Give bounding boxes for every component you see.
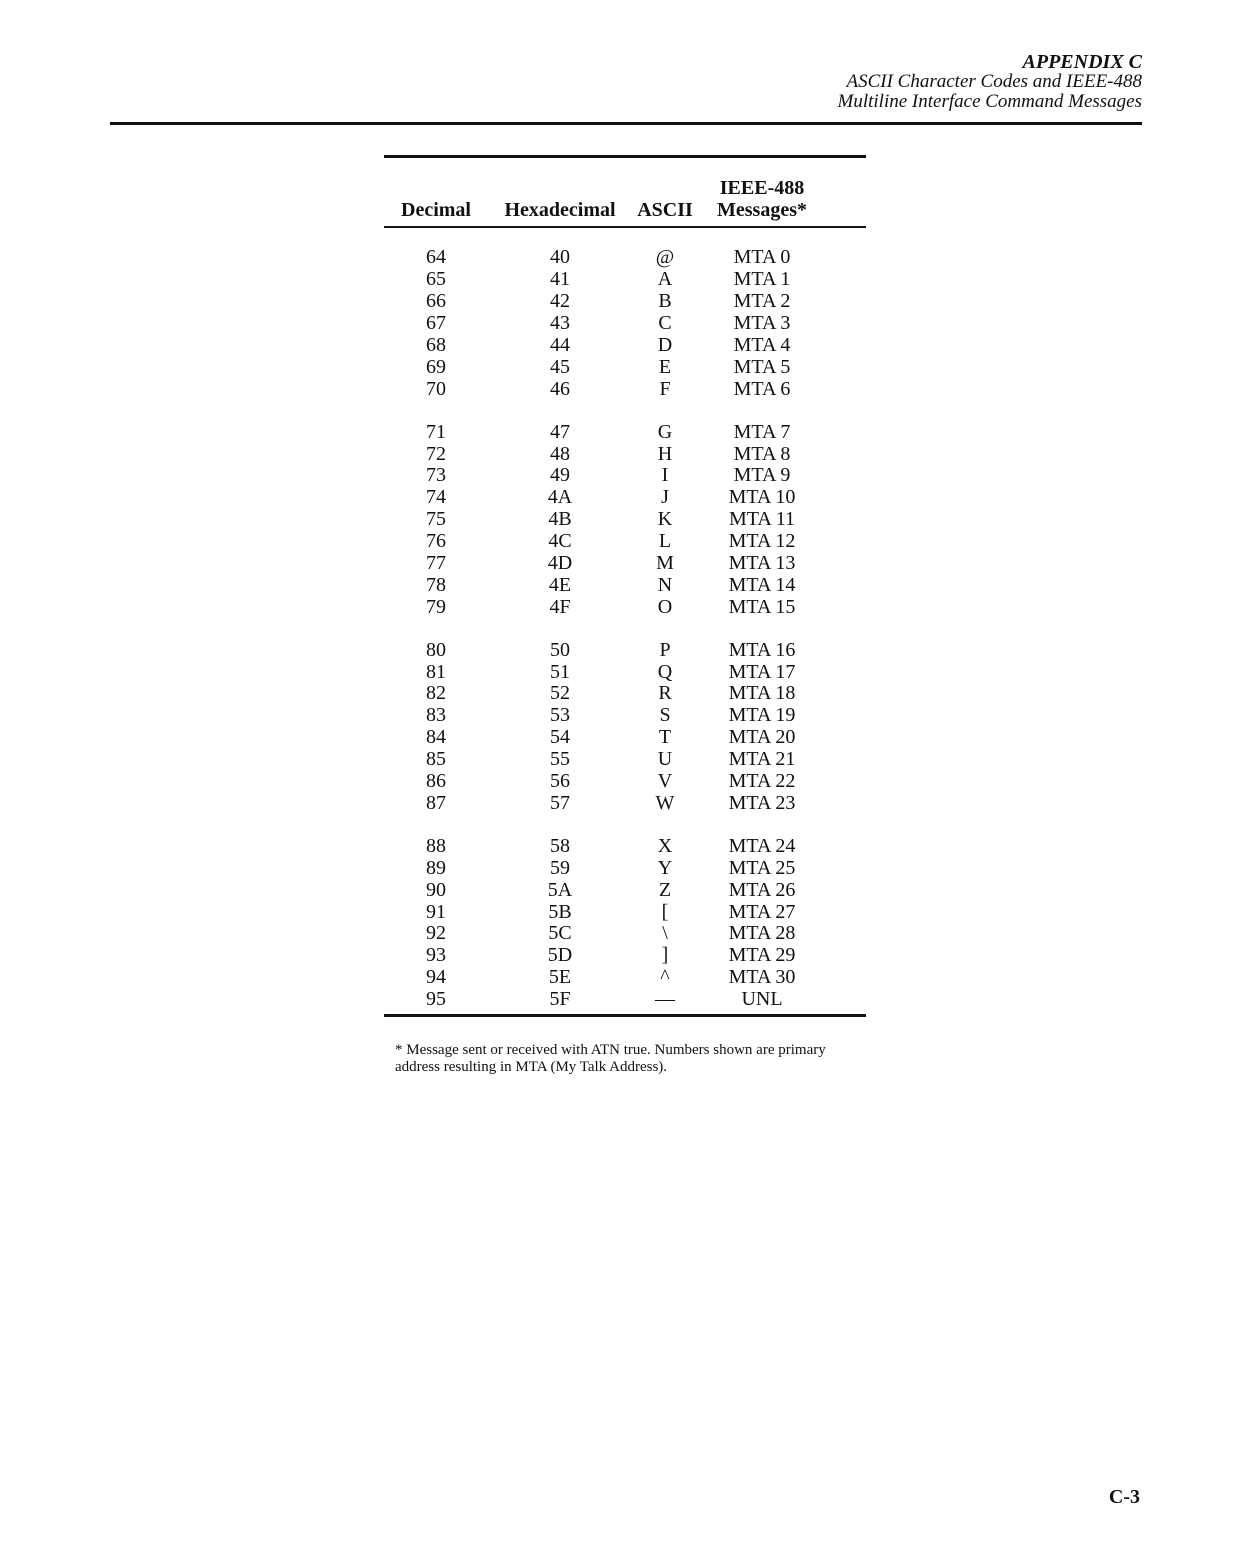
cell-ascii: T (658, 726, 672, 749)
table-row (384, 291, 866, 313)
cell-decimal: 66 (426, 290, 446, 313)
table-row-group (384, 247, 866, 400)
cell-message: MTA 12 (728, 530, 796, 553)
table-row (384, 443, 866, 465)
cell-message: MTA 5 (733, 355, 791, 378)
cell-hexadecimal: 54 (550, 726, 570, 749)
table-row (384, 509, 866, 531)
cell-decimal: 79 (426, 595, 446, 618)
cell-decimal: 88 (426, 834, 446, 857)
cell-hexadecimal: 5E (548, 966, 572, 989)
table-row (384, 683, 866, 705)
cell-message: MTA 9 (733, 464, 791, 487)
cell-message: MTA 20 (728, 726, 796, 749)
cell-hexadecimal: 50 (550, 638, 570, 661)
cell-hexadecimal: 52 (550, 682, 570, 705)
table-row-group (384, 421, 866, 618)
cell-hexadecimal: 43 (550, 312, 570, 335)
table-row (384, 901, 866, 923)
cell-hexadecimal: 51 (550, 660, 570, 683)
page-header (838, 52, 1142, 112)
cell-message: MTA 19 (728, 704, 796, 727)
cell-hexadecimal: 48 (550, 442, 570, 465)
cell-ascii: ^ (660, 966, 670, 989)
cell-message: MTA 21 (728, 748, 796, 771)
cell-message: MTA 6 (733, 377, 791, 400)
column-header-messages (698, 177, 826, 221)
header-subtitle-2: Multiline Interface Command Messages (837, 91, 1142, 112)
cell-ascii: K (657, 508, 673, 531)
cell-message: MTA 30 (728, 966, 796, 989)
cell-hexadecimal: 5C (548, 922, 572, 945)
cell-message: MTA 14 (728, 573, 796, 596)
cell-hexadecimal: 4B (548, 508, 572, 531)
cell-hexadecimal: 46 (550, 377, 570, 400)
cell-decimal: 86 (426, 770, 446, 793)
cell-hexadecimal: 55 (550, 748, 570, 771)
cell-decimal: 81 (426, 660, 446, 683)
table-row (384, 421, 866, 443)
cell-message: MTA 2 (733, 290, 791, 313)
cell-message: MTA 0 (733, 246, 791, 269)
cell-message: MTA 23 (728, 791, 796, 814)
cell-ascii: I (661, 464, 669, 487)
cell-ascii: E (658, 355, 672, 378)
cell-hexadecimal: 5F (549, 988, 571, 1011)
cell-decimal: 74 (426, 486, 446, 509)
table-row-group (384, 835, 866, 1010)
header-subtitle-1: ASCII Character Codes and IEEE-488 (846, 71, 1142, 92)
cell-decimal: 68 (426, 334, 446, 357)
cell-message: MTA 17 (728, 660, 796, 683)
cell-ascii: L (658, 530, 672, 553)
table-row (384, 639, 866, 661)
cell-decimal: 94 (426, 966, 446, 989)
cell-message: MTA 1 (733, 268, 791, 291)
cell-ascii: P (659, 638, 671, 661)
cell-message: MTA 13 (728, 552, 796, 575)
cell-decimal: 82 (426, 682, 446, 705)
cell-ascii: Q (657, 660, 673, 683)
cell-ascii: @ (655, 246, 675, 269)
cell-hexadecimal: 5B (548, 900, 572, 923)
cell-decimal: 76 (426, 530, 446, 553)
table-row (384, 553, 866, 575)
page-number: C-3 (1108, 1486, 1140, 1508)
cell-message: UNL (741, 988, 783, 1011)
cell-ascii: R (658, 682, 672, 705)
cell-decimal: 84 (426, 726, 446, 749)
cell-ascii: Z (658, 878, 672, 901)
cell-hexadecimal: 4A (547, 486, 573, 509)
cell-ascii: \ (662, 922, 668, 945)
cell-ascii: H (657, 442, 673, 465)
ascii-table (384, 155, 866, 1017)
cell-decimal: 73 (426, 464, 446, 487)
cell-message: MTA 16 (728, 638, 796, 661)
table-row-group (384, 639, 866, 814)
table-row (384, 989, 866, 1011)
cell-decimal: 69 (426, 355, 446, 378)
cell-ascii: V (657, 770, 673, 793)
cell-hexadecimal: 53 (550, 704, 570, 727)
column-header-hexadecimal: Hexadecimal (504, 199, 616, 221)
table-row (384, 596, 866, 618)
cell-ascii: S (659, 704, 671, 727)
table-row (384, 269, 866, 291)
cell-message: MTA 29 (728, 944, 796, 967)
appendix-title: APPENDIX C (1022, 51, 1142, 73)
cell-ascii: N (657, 573, 673, 596)
cell-decimal: 75 (426, 508, 446, 531)
cell-hexadecimal: 56 (550, 770, 570, 793)
cell-ascii: F (659, 377, 671, 400)
cell-message: MTA 26 (728, 878, 796, 901)
cell-message: MTA 7 (733, 420, 791, 443)
cell-ascii: A (657, 268, 673, 291)
cell-ascii: J (661, 486, 669, 509)
cell-decimal: 89 (426, 856, 446, 879)
table-row (384, 879, 866, 901)
cell-message: MTA 10 (728, 486, 796, 509)
cell-decimal: 78 (426, 573, 446, 596)
cell-hexadecimal: 47 (550, 420, 570, 443)
table-row (384, 487, 866, 509)
cell-decimal: 91 (426, 900, 446, 923)
cell-hexadecimal: 44 (550, 334, 570, 357)
table-row (384, 335, 866, 357)
cell-ascii: [ (661, 900, 669, 923)
table-body (384, 228, 866, 1014)
cell-message: MTA 28 (728, 922, 796, 945)
cell-message: MTA 22 (728, 770, 796, 793)
table-row (384, 727, 866, 749)
cell-message: MTA 25 (728, 856, 796, 879)
cell-ascii: D (657, 334, 673, 357)
cell-hexadecimal: 59 (550, 856, 570, 879)
table-row (384, 967, 866, 989)
column-header-ascii: ASCII (637, 199, 693, 221)
cell-ascii: M (656, 552, 674, 575)
table-row (384, 378, 866, 400)
column-header-messages-line1: IEEE-488 (719, 177, 805, 199)
table-row (384, 574, 866, 596)
cell-message: MTA 18 (728, 682, 796, 705)
cell-decimal: 64 (426, 246, 446, 269)
cell-ascii: B (658, 290, 672, 313)
table-row (384, 792, 866, 814)
cell-hexadecimal: 41 (550, 268, 570, 291)
cell-hexadecimal: 4E (548, 573, 572, 596)
cell-hexadecimal: 4C (548, 530, 572, 553)
table-row (384, 356, 866, 378)
table-row (384, 945, 866, 967)
header-rule (110, 122, 1142, 125)
cell-hexadecimal: 45 (550, 355, 570, 378)
cell-decimal: 80 (426, 638, 446, 661)
cell-ascii: U (657, 748, 673, 771)
cell-message: MTA 24 (728, 834, 796, 857)
cell-hexadecimal: 4D (547, 552, 573, 575)
cell-ascii: W (655, 791, 675, 814)
cell-decimal: 83 (426, 704, 446, 727)
table-row (384, 531, 866, 553)
cell-hexadecimal: 4F (549, 595, 571, 618)
table-row (384, 247, 866, 269)
cell-decimal: 85 (426, 748, 446, 771)
table-row (384, 771, 866, 793)
cell-decimal: 70 (426, 377, 446, 400)
cell-ascii: ] (661, 944, 669, 967)
cell-ascii: O (657, 595, 673, 618)
cell-message: MTA 3 (733, 312, 791, 335)
table-header (384, 158, 866, 226)
cell-message: MTA 4 (733, 334, 791, 357)
table-row (384, 465, 866, 487)
cell-message: MTA 27 (728, 900, 796, 923)
cell-decimal: 77 (426, 552, 446, 575)
cell-decimal: 67 (426, 312, 446, 335)
table-row (384, 661, 866, 683)
table-row (384, 857, 866, 879)
column-header-messages-line2: Messages* (717, 199, 807, 221)
table-row (384, 835, 866, 857)
table-row (384, 313, 866, 335)
cell-hexadecimal: 5D (547, 944, 573, 967)
cell-decimal: 95 (426, 988, 446, 1011)
cell-hexadecimal: 57 (550, 791, 570, 814)
cell-hexadecimal: 58 (550, 834, 570, 857)
cell-hexadecimal: 40 (550, 246, 570, 269)
cell-decimal: 92 (426, 922, 446, 945)
cell-message: MTA 8 (733, 442, 791, 465)
column-header-decimal: Decimal (401, 199, 471, 221)
table-row (384, 749, 866, 771)
cell-hexadecimal: 49 (550, 464, 570, 487)
cell-ascii: — (655, 988, 675, 1011)
cell-decimal: 72 (426, 442, 446, 465)
table-row (384, 923, 866, 945)
cell-ascii: C (658, 312, 672, 335)
cell-decimal: 71 (426, 420, 446, 443)
table-row (384, 705, 866, 727)
cell-decimal: 65 (426, 268, 446, 291)
table-bottom-rule (384, 1014, 866, 1017)
cell-hexadecimal: 42 (550, 290, 570, 313)
cell-message: MTA 11 (729, 508, 795, 531)
cell-ascii: G (657, 420, 673, 443)
cell-hexadecimal: 5A (547, 878, 573, 901)
cell-ascii: Y (657, 856, 673, 879)
cell-message: MTA 15 (728, 595, 796, 618)
footnote: * Message sent or received with ATN true. Numbers shown are primary address resulting in MTA (My Talk Address). (395, 1042, 826, 1075)
cell-decimal: 93 (426, 944, 446, 967)
cell-ascii: X (657, 834, 673, 857)
cell-decimal: 90 (426, 878, 446, 901)
cell-decimal: 87 (426, 791, 446, 814)
